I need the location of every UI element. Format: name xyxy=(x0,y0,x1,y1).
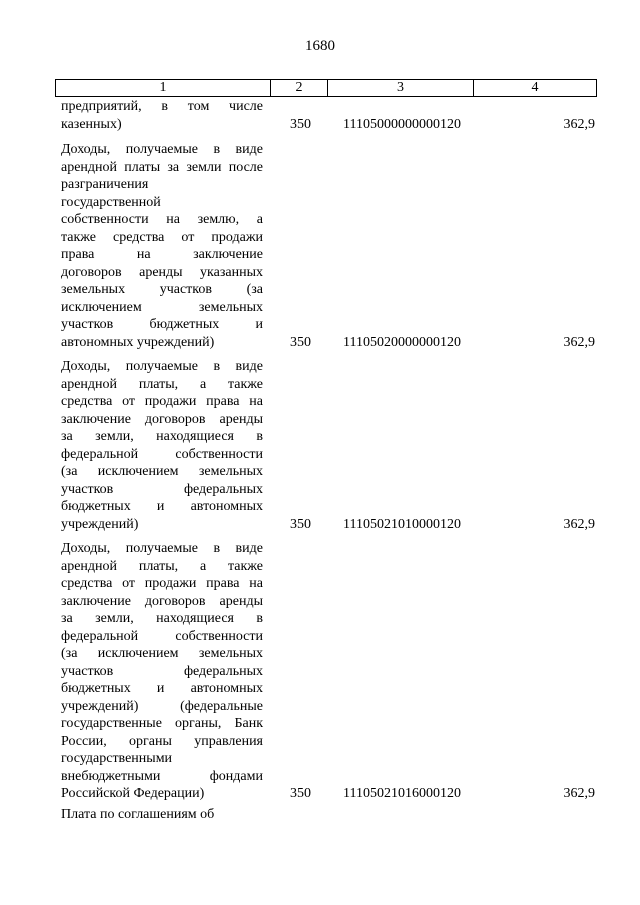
description-line: исключением земельных xyxy=(61,299,263,315)
amount: 362,9 xyxy=(563,786,595,801)
description-line: земельных участков (за xyxy=(61,282,263,297)
row-description xyxy=(61,806,263,824)
amount: 362,9 xyxy=(563,116,595,132)
table-header-row xyxy=(56,80,597,97)
description-line: России, органы управления xyxy=(61,733,263,749)
description-line: бюджетных и автономных xyxy=(61,499,263,514)
description-line: (за исключением земельных xyxy=(61,464,263,479)
header-col-2: 2 xyxy=(271,80,328,97)
header-col-1: 1 xyxy=(56,80,271,97)
description-line: арендной платы за земли после xyxy=(61,159,263,175)
description-line: учреждений) xyxy=(61,516,139,532)
description-line: участков бюджетных и xyxy=(61,317,263,332)
description-line: договоров аренды указанных xyxy=(61,264,263,280)
page-number: 1680 xyxy=(305,38,335,54)
description-line: арендной платы, а также xyxy=(61,558,263,574)
description-line: федеральной собственности xyxy=(61,628,263,644)
description-line: предприятий, в том числе xyxy=(61,99,263,114)
amount: 362,9 xyxy=(563,334,595,350)
description-line: права на заключение xyxy=(61,247,263,262)
description-line: разграничения xyxy=(61,177,149,192)
row-description xyxy=(61,98,263,133)
description-line: (за исключением земельных xyxy=(61,646,263,661)
description-line: автономных учреждений) xyxy=(61,334,215,350)
description-line: государственными xyxy=(61,751,173,766)
description-line: за земли, находящиеся в xyxy=(61,611,263,626)
amount: 362,9 xyxy=(563,516,595,532)
description-line: собственности на землю, а xyxy=(61,212,263,227)
table-header xyxy=(55,79,597,97)
description-line: Российской Федерации) xyxy=(61,786,205,801)
description-line: заключение договоров аренды xyxy=(61,411,263,427)
description-line: средства от продажи права на xyxy=(61,576,263,591)
description-line: Доходы, получаемые в виде xyxy=(61,541,263,556)
description-line: за земли, находящиеся в xyxy=(61,429,263,444)
description-line: участков федеральных xyxy=(61,481,263,497)
header-col-3: 3 xyxy=(328,80,474,97)
admin-code: 350 xyxy=(290,786,311,801)
description-line: Доходы, получаемые в виде xyxy=(61,359,263,374)
description-line: средства от продажи права на xyxy=(61,394,263,409)
description-line: бюджетных и автономных xyxy=(61,681,263,696)
description-line: учреждений) (федеральные xyxy=(61,698,263,714)
budget-code: 11105021010000120 xyxy=(343,516,461,532)
description-line: также средства от продажи xyxy=(61,229,263,245)
admin-code: 350 xyxy=(290,516,311,532)
description-line: Доходы, получаемые в виде xyxy=(61,142,263,157)
description-line: федеральной собственности xyxy=(61,446,263,462)
budget-code: 11105020000000120 xyxy=(343,334,461,350)
row-description xyxy=(61,540,263,803)
row-description xyxy=(61,358,263,533)
admin-code: 350 xyxy=(290,116,311,132)
description-line: заключение договоров аренды xyxy=(61,593,263,609)
description-line: казенных) xyxy=(61,116,122,132)
description-line: арендной платы, а также xyxy=(61,376,263,392)
budget-code: 11105000000000120 xyxy=(343,116,461,132)
row-description xyxy=(61,141,263,351)
admin-code: 350 xyxy=(290,334,311,350)
description-line: Плата по соглашениям об xyxy=(61,807,215,822)
description-line: государственной xyxy=(61,194,161,210)
description-line: внебюджетными фондами xyxy=(61,768,263,784)
budget-code: 11105021016000120 xyxy=(343,786,461,801)
description-line: государственные органы, Банк xyxy=(61,716,263,731)
header-col-4: 4 xyxy=(474,80,597,97)
description-line: участков федеральных xyxy=(61,663,263,679)
